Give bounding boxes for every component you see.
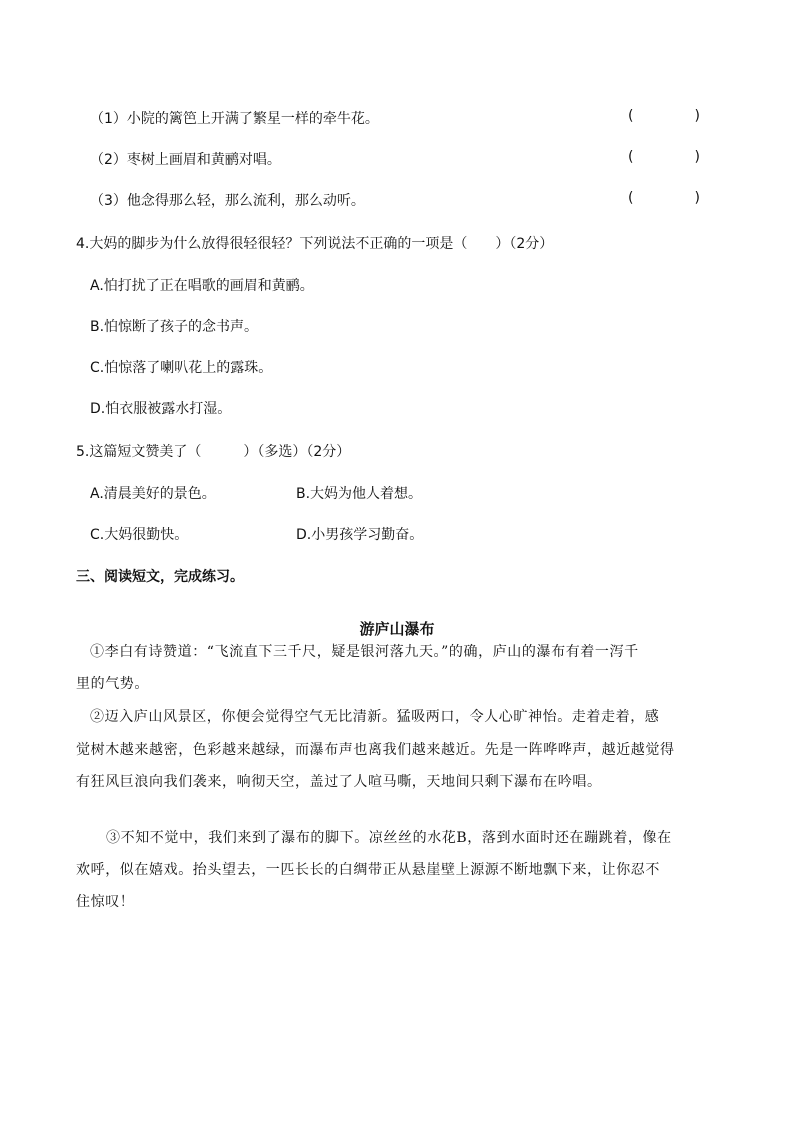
passage-line-3: ②迈入庐山风景区，你便会觉得空气无比清新。猛吸两口，令人心旷神怡。走着走着，感 [90,709,660,725]
q4-option-c[interactable]: C.怕惊落了喇叭花上的露珠。 [90,360,273,376]
q3-item-3: （3）他念得那么轻，那么流利，那么动听。 [90,193,365,209]
passage-line-7: 欢呼，似在嬉戏。抬头望去，一匹长长的白绸带正从悬崖壁上源源不断地飘下来，让你忍不 [76,862,660,878]
q3-item-1: （1）小院的篱笆上开满了繁星一样的牵牛花。 [90,111,379,127]
paren-close: ) [694,108,700,124]
q5-option-b[interactable]: B.大妈为他人着想。 [296,486,423,502]
paren-close: ) [694,190,700,206]
q3-answer-blank-2[interactable] [628,149,700,165]
q4-option-d[interactable]: D.怕衣服被露水打湿。 [90,401,232,417]
q3-answer-blank-3[interactable] [628,190,700,206]
paren-close: ) [694,149,700,165]
paren-open: ( [628,190,634,206]
q3-item-2: （2）枣树上画眉和黄鹂对唱。 [90,152,281,168]
q3-answer-blank-1[interactable] [628,108,700,124]
passage-line-8: 住惊叹！ [76,894,135,910]
passage-line-5: 有狂风巨浪向我们袭来，响彻天空，盖过了人喧马嘶，天地间只剩下瀑布在吟唱。 [76,774,602,790]
q5-option-c[interactable]: C.大妈很勤快。 [90,527,189,543]
passage-line-2: 里的气势。 [76,676,149,692]
q5-stem: 5.这篇短文赞美了（ ）（多选）（2分） [76,444,351,460]
paren-open: ( [628,149,634,165]
q4-option-b[interactable]: B.怕惊断了孩子的念书声。 [90,319,259,335]
q5-option-a[interactable]: A.清晨美好的景色。 [90,486,216,502]
q4-stem: 4.大妈的脚步为什么放得很轻很轻？下列说法不正确的一项是（ ）（2分） [76,236,554,252]
paren-open: ( [628,108,634,124]
q5-option-d[interactable]: D.小男孩学习勤奋。 [296,527,424,543]
passage-line-4: 觉树木越来越密，色彩越来越绿，而瀑布声也离我们越来越近。先是一阵哗哗声，越近越觉得 [76,742,675,758]
passage-title: 游庐山瀑布 [359,620,435,638]
section-heading: 三、阅读短文，完成练习。 [76,569,244,585]
passage-line-1: ①李白有诗赞道：“飞流直下三千尺，疑是银河落九天。”的确，庐山的瀑布有着一泻千 [90,644,639,660]
passage-line-6: ③不知不觉中，我们来到了瀑布的脚下。凉丝丝的水花B，落到水面时还在蹦跳着，像在 [106,830,672,846]
q4-option-a[interactable]: A.怕打扰了正在唱歌的画眉和黄鹂。 [90,278,314,294]
